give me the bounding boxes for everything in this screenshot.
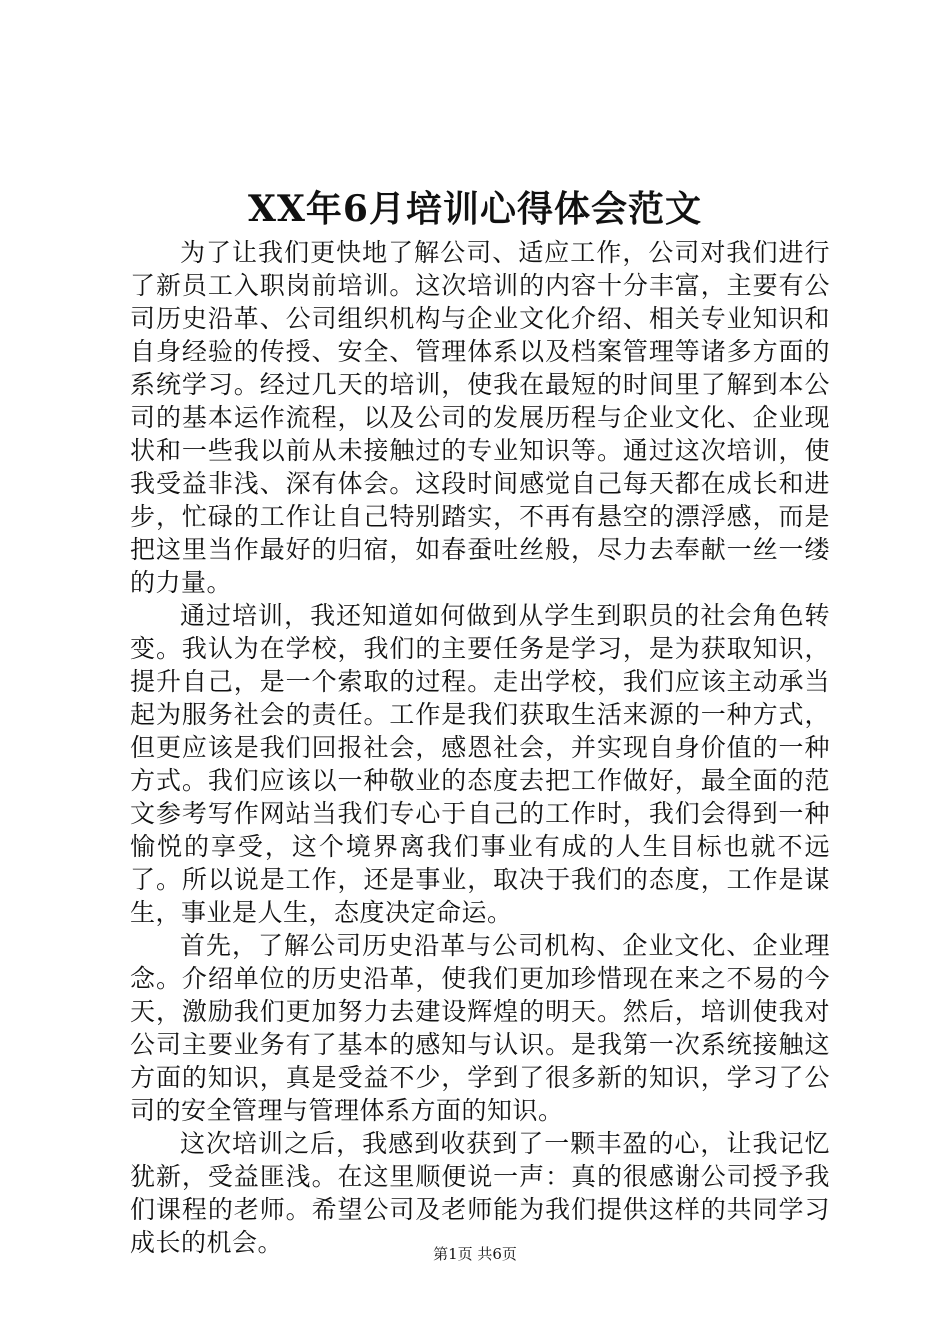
paragraph-4: 这次培训之后，我感到收获到了一颗丰盈的心，让我记忆犹新，受益匪浅。在这里顺便说一声：真的很感谢公司授予我们课程的老师。希望公司及老师能为我们提供这样的共同学习成长的机会。 <box>130 1129 830 1257</box>
paragraph-2: 通过培训，我还知道如何做到从学生到职员的社会角色转变。我认为在学校，我们的主要任务是学习，是为获取知识，提升自己，是一个索取的过程。走出学校，我们应该主动承当起为服务社会的责任。工作是我们获取生活来源的一种方式，但更应该是我们回报社会，感恩社会，并实现自身价值的一种方式。我们应该以一种敬业的态度去把工作做好，最全面的范文参考写作网站当我们专心于自己的工作时，我们会得到一种愉悦的享受，这个境界离我们事业有成的人生目标也就不远了。所以说是工作，还是事业，取决于我们的态度，工作是谋生，事业是人生，态度决定命运。 <box>130 601 830 927</box>
page-number-footer: 第1页 共6页 <box>433 1245 517 1263</box>
paragraph-1: 为了让我们更快地了解公司、适应工作，公司对我们进行了新员工入职岗前培训。这次培训的内容十分丰富，主要有公司历史沿革、公司组织机构与企业文化介绍、相关专业知识和自身经验的传授、安全、管理体系以及档案管理等诸多方面的系统学习。经过几天的培训，使我在最短的时间里了解到本公司的基本运作流程，以及公司的发展历程与企业文化、企业现状和一些我以前从未接触过的专业知识等。通过这次培训，使我受益非浅、深有体会。这段时间感觉自己每天都在成长和进步，忙碌的工作让自己特别踏实，不再有悬空的漂浮感，而是把这里当作最好的归宿，如春蚕吐丝般，尽力去奉献一丝一缕的力量。 <box>130 238 830 597</box>
paragraph-3: 首先，了解公司历史沿革与公司机构、企业文化、企业理念。介绍单位的历史沿革，使我们更加珍惜现在来之不易的今天，激励我们更加努力去建设辉煌的明天。然后，培训使我对公司主要业务有了基本的感知与认识。是我第一次系统接触这方面的知识，真是受益不少，学到了很多新的知识，学习了公司的安全管理与管理体系方面的知识。 <box>130 931 830 1125</box>
document-title: XX年6月培训心得体会范文 <box>248 188 702 230</box>
document-body <box>130 236 830 1259</box>
